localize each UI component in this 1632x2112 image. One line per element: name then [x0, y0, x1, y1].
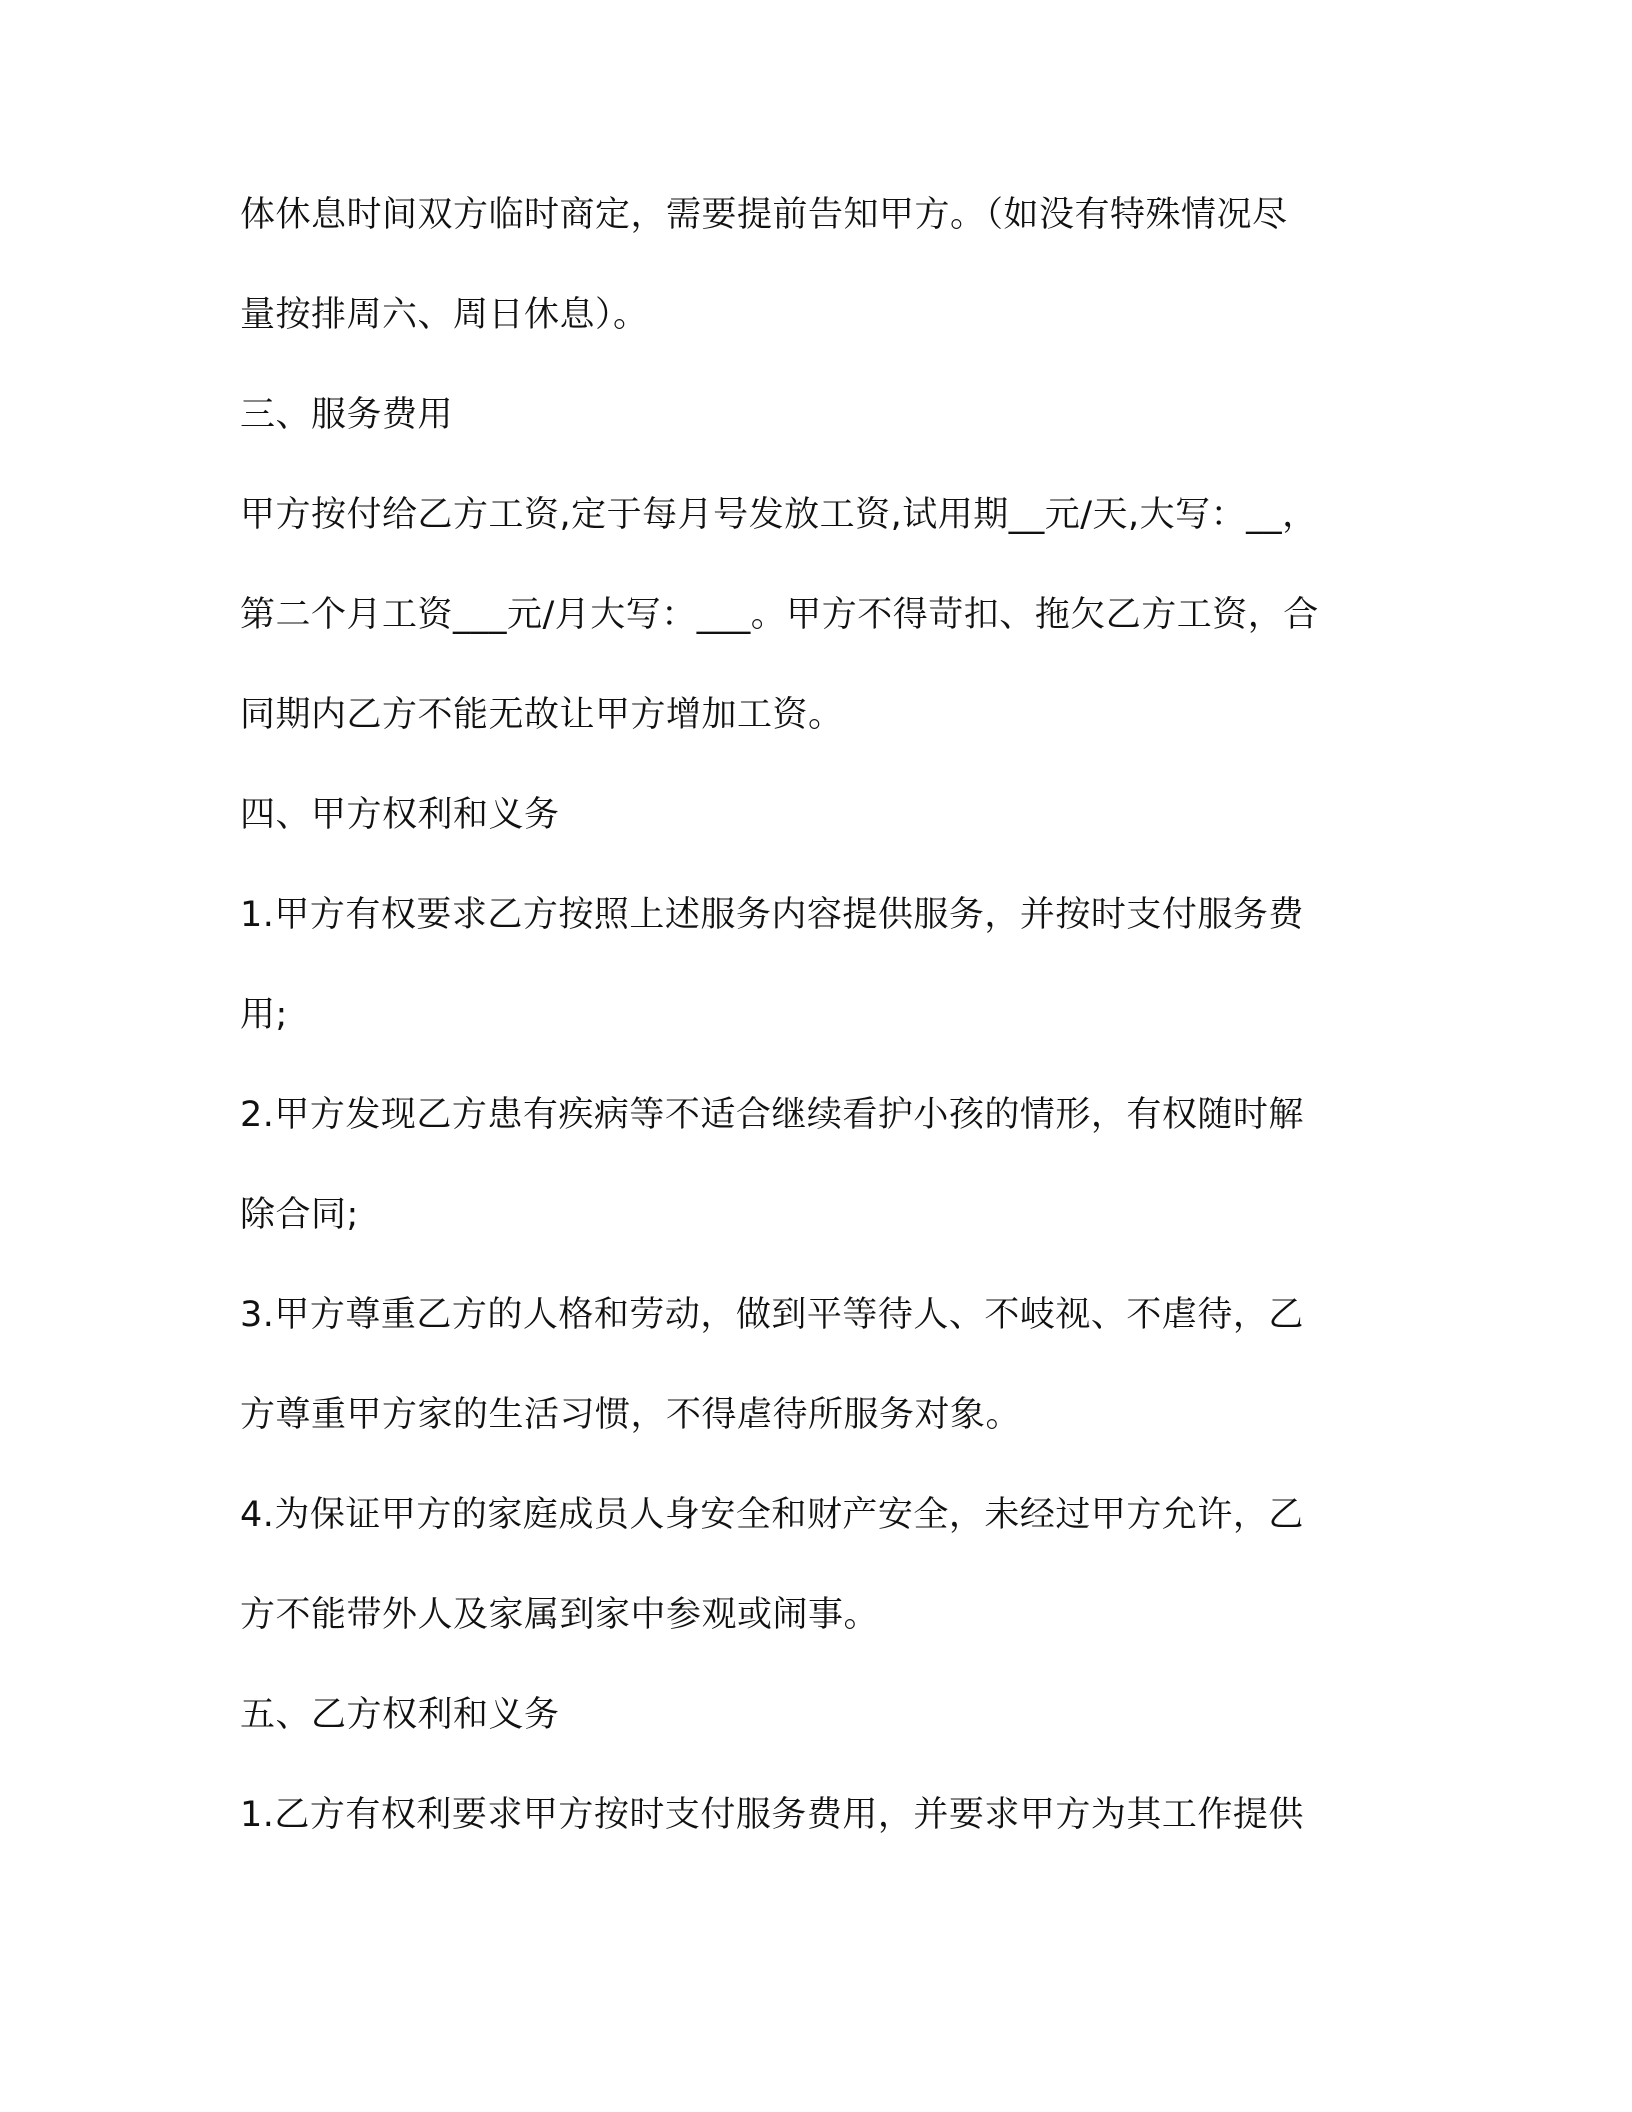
- section-heading-party-a-rights: 四、甲方权利和义务: [240, 795, 560, 835]
- clause-a1-line-2: 用;: [240, 995, 288, 1035]
- section-heading-party-b-rights: 五、乙方权利和义务: [240, 1695, 560, 1735]
- clause-a2-line-1: 2.甲方发现乙方患有疾病等不适合继续看护小孩的情形，有权随时解: [240, 1095, 1304, 1135]
- paragraph-wage-line-3: 同期内乙方不能无故让甲方增加工资。: [240, 695, 844, 735]
- paragraph-wage-line-2: 第二个月工资___元/月大写：___。甲方不得苛扣、拖欠乙方工资，合: [240, 595, 1319, 635]
- paragraph-wage-line-1: 甲方按付给乙方工资,定于每月号发放工资,试用期__元/天,大写：__，: [240, 495, 1318, 535]
- clause-a3-line-2: 方尊重甲方家的生活习惯，不得虐待所服务对象。: [240, 1395, 1022, 1435]
- clause-a3-line-1: 3.甲方尊重乙方的人格和劳动，做到平等待人、不岐视、不虐待，乙: [240, 1295, 1304, 1335]
- clause-a1-line-1: 1.甲方有权要求乙方按照上述服务内容提供服务，并按时支付服务费: [240, 895, 1304, 935]
- paragraph-rest-time-line-1: 体休息时间双方临时商定，需要提前告知甲方。（如没有特殊情况尽: [240, 195, 1288, 235]
- paragraph-rest-time-line-2: 量按排周六、周日休息）。: [240, 295, 649, 335]
- clause-a2-line-2: 除合同;: [240, 1195, 359, 1235]
- clause-a4-line-1: 4.为保证甲方的家庭成员人身安全和财产安全，未经过甲方允许，乙: [240, 1495, 1304, 1535]
- clause-b1-line-1: 1.乙方有权利要求甲方按时支付服务费用，并要求甲方为其工作提供: [240, 1795, 1304, 1835]
- section-heading-service-fee: 三、服务费用: [240, 395, 454, 435]
- clause-a4-line-2: 方不能带外人及家属到家中参观或闹事。: [240, 1595, 880, 1635]
